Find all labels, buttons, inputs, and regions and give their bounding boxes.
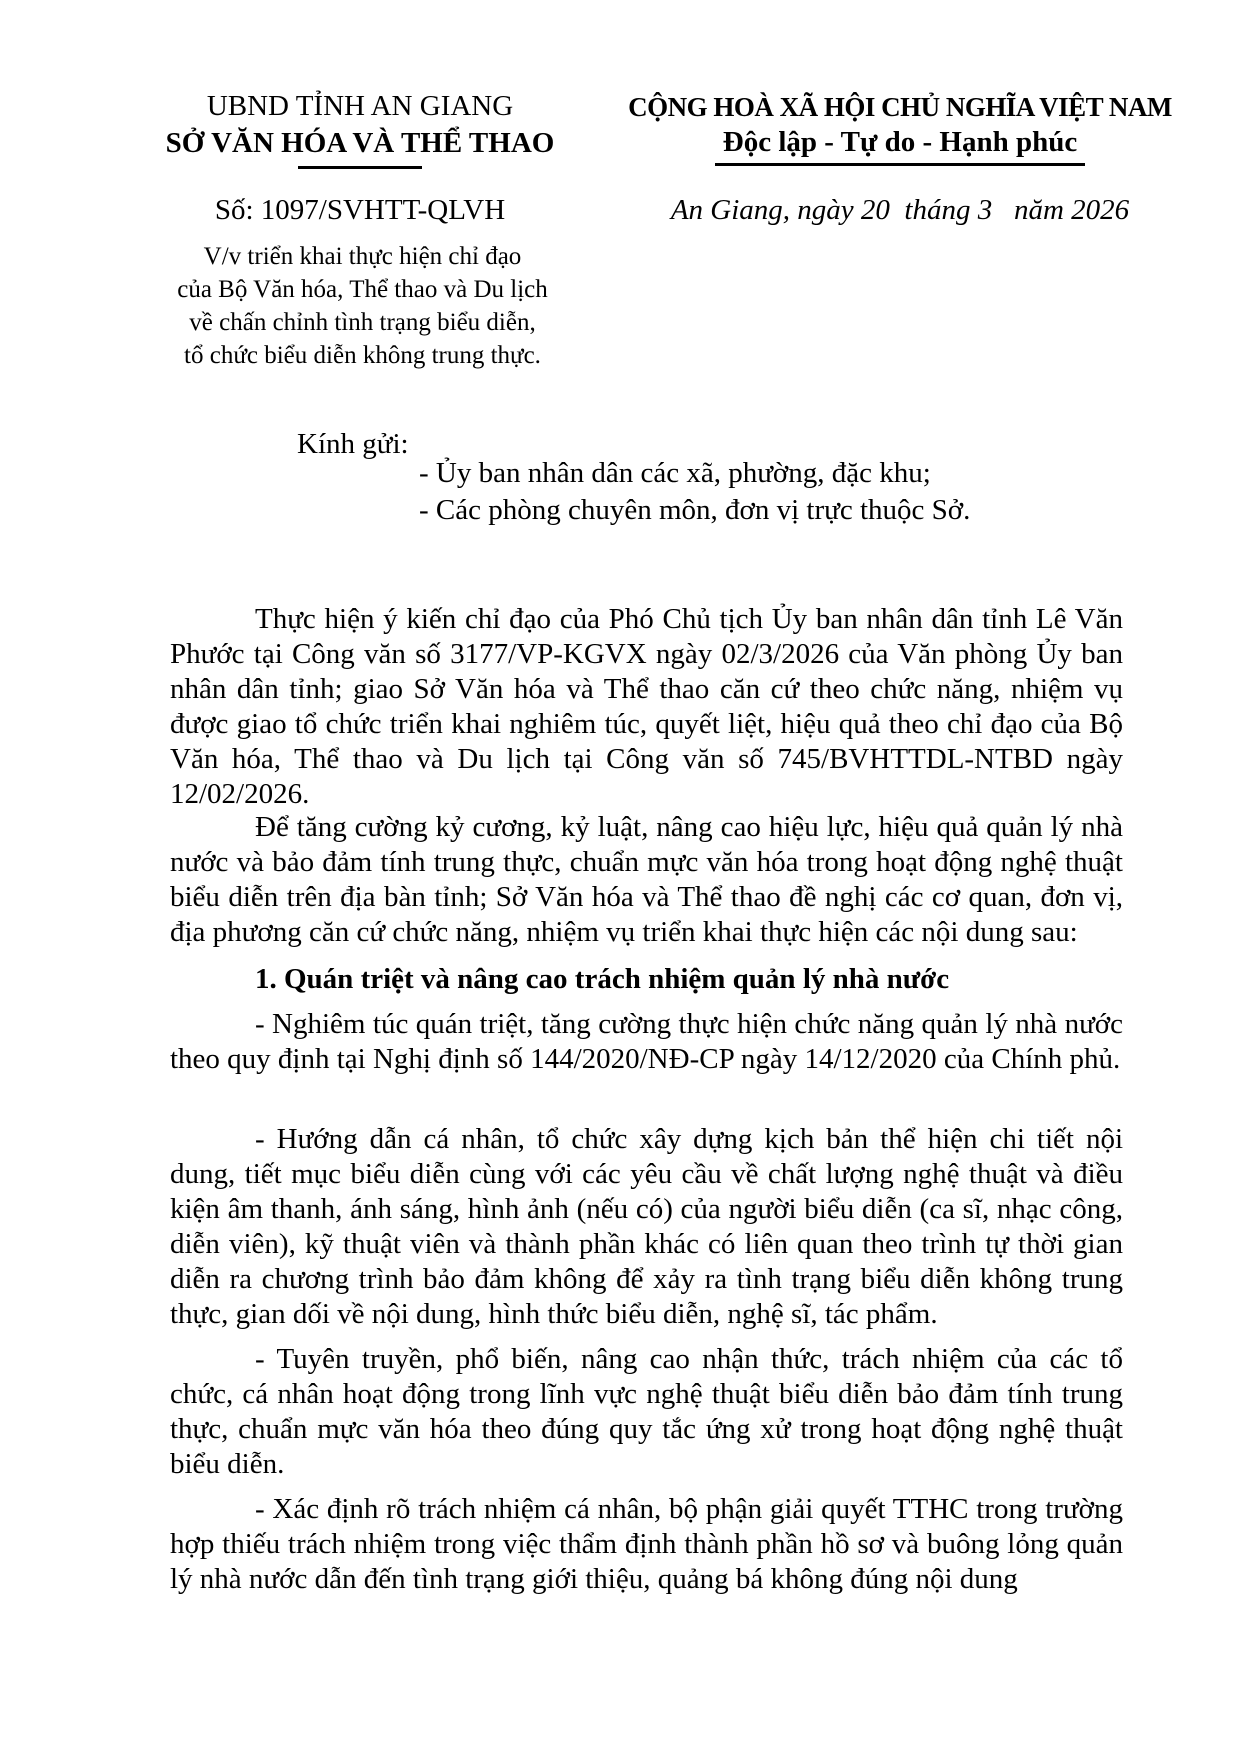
national-title: CỘNG HOÀ XÃ HỘI CHỦ NGHĨA VIỆT NAM [628, 92, 1172, 122]
body-paragraph: - Nghiêm túc quán triệt, tăng cường thực hiện chức năng quản lý nhà nước theo quy định tại Nghị định số 144/2020/NĐ-CP ngày 14/12/2020 của Chính phủ. [170, 1008, 1123, 1075]
subject-line: về chấn chỉnh tình trạng biểu diễn, [189, 309, 536, 336]
salutation: Kính gửi: [297, 428, 409, 460]
place-date-line: An Giang, ngày 20 tháng 3 năm 2026 [670, 194, 1130, 226]
subject-line: V/v triển khai thực hiện chỉ đạo [203, 243, 522, 270]
national-motto-block [605, 90, 1195, 166]
national-motto: Độc lập - Tự do - Hạnh phúc [715, 124, 1086, 166]
recipient-item: - Ủy ban nhân dân các xã, phường, đặc khu; [419, 457, 931, 489]
body-paragraph: - Xác định rõ trách nhiệm cá nhân, bộ phận giải quyết TTHC trong trường hợp thiếu trách nhiệm trong việc thẩm định thành phần hồ sơ và buông lỏng quản lý nhà nước dẫn đến tình trạng giới thiệu, quảng bá không đúng nội dung [170, 1493, 1123, 1595]
issuing-org-block [145, 88, 575, 169]
body-paragraph: - Tuyên truyền, phổ biến, nâng cao nhận thức, trách nhiệm của các tổ chức, cá nhân hoạt động trong lĩnh vực nghệ thuật biểu diễn bảo đảm tính trung thực, chuẩn mực văn hóa theo đúng quy tắc ứng xử trong hoạt động nghệ thuật biểu diễn. [170, 1343, 1123, 1480]
document-subject-block [130, 240, 595, 372]
org-parent-name: UBND TỈNH AN GIANG [206, 90, 514, 122]
recipient-list [419, 455, 970, 529]
subject-line: tổ chức biểu diễn không trung thực. [184, 342, 541, 369]
org-name: SỞ VĂN HÓA VÀ THỂ THAO [165, 127, 555, 159]
document-number: Số: 1097/SVHTT-QLVH [214, 194, 506, 226]
section-heading: 1. Quán triệt và nâng cao trách nhiệm quản lý nhà nước [255, 963, 950, 995]
org-underline-rule [298, 166, 422, 169]
subject-line: của Bộ Văn hóa, Thể thao và Du lịch [177, 276, 548, 303]
body-paragraph: Thực hiện ý kiến chỉ đạo của Phó Chủ tịch Ủy ban nhân dân tỉnh Lê Văn Phước tại Công văn số 3177/VP-KGVX ngày 02/3/2026 của Văn phòng Ủy ban nhân dân tỉnh; giao Sở Văn hóa và Thể thao căn cứ theo chức năng, nhiệm vụ được giao tổ chức triển khai nghiêm túc, quyết liệt, hiệu quả theo chỉ đạo của Bộ Văn hóa, Thể thao và Du lịch tại Công văn số 745/BVHTTDL-NTBD ngày 12/02/2026. [170, 603, 1123, 810]
body-paragraph: - Hướng dẫn cá nhân, tổ chức xây dựng kịch bản thể hiện chi tiết nội dung, tiết mục biểu diễn cùng với các yêu cầu về chất lượng nghệ thuật và điều kiện âm thanh, ánh sáng, hình ảnh (nếu có) của người biểu diễn (ca sĩ, nhạc công, diễn viên), kỹ thuật viên và thành phần khác có liên quan theo trình tự thời gian diễn ra chương trình bảo đảm không để xảy ra tình trạng biểu diễn không trung thực, gian dối về nội dung, hình thức biểu diễn, nghệ sĩ, tác phẩm. [170, 1123, 1123, 1330]
recipient-item: - Các phòng chuyên môn, đơn vị trực thuộc Sở. [419, 494, 971, 526]
body-paragraph: Để tăng cường kỷ cương, kỷ luật, nâng cao hiệu lực, hiệu quả quản lý nhà nước và bảo đảm tính trung thực, chuẩn mực văn hóa trong hoạt động nghệ thuật biểu diễn trên địa bàn tỉnh; Sở Văn hóa và Thể thao đề nghị các cơ quan, đơn vị, địa phương căn cứ chức năng, nhiệm vụ triển khai thực hiện các nội dung sau: [170, 811, 1123, 948]
